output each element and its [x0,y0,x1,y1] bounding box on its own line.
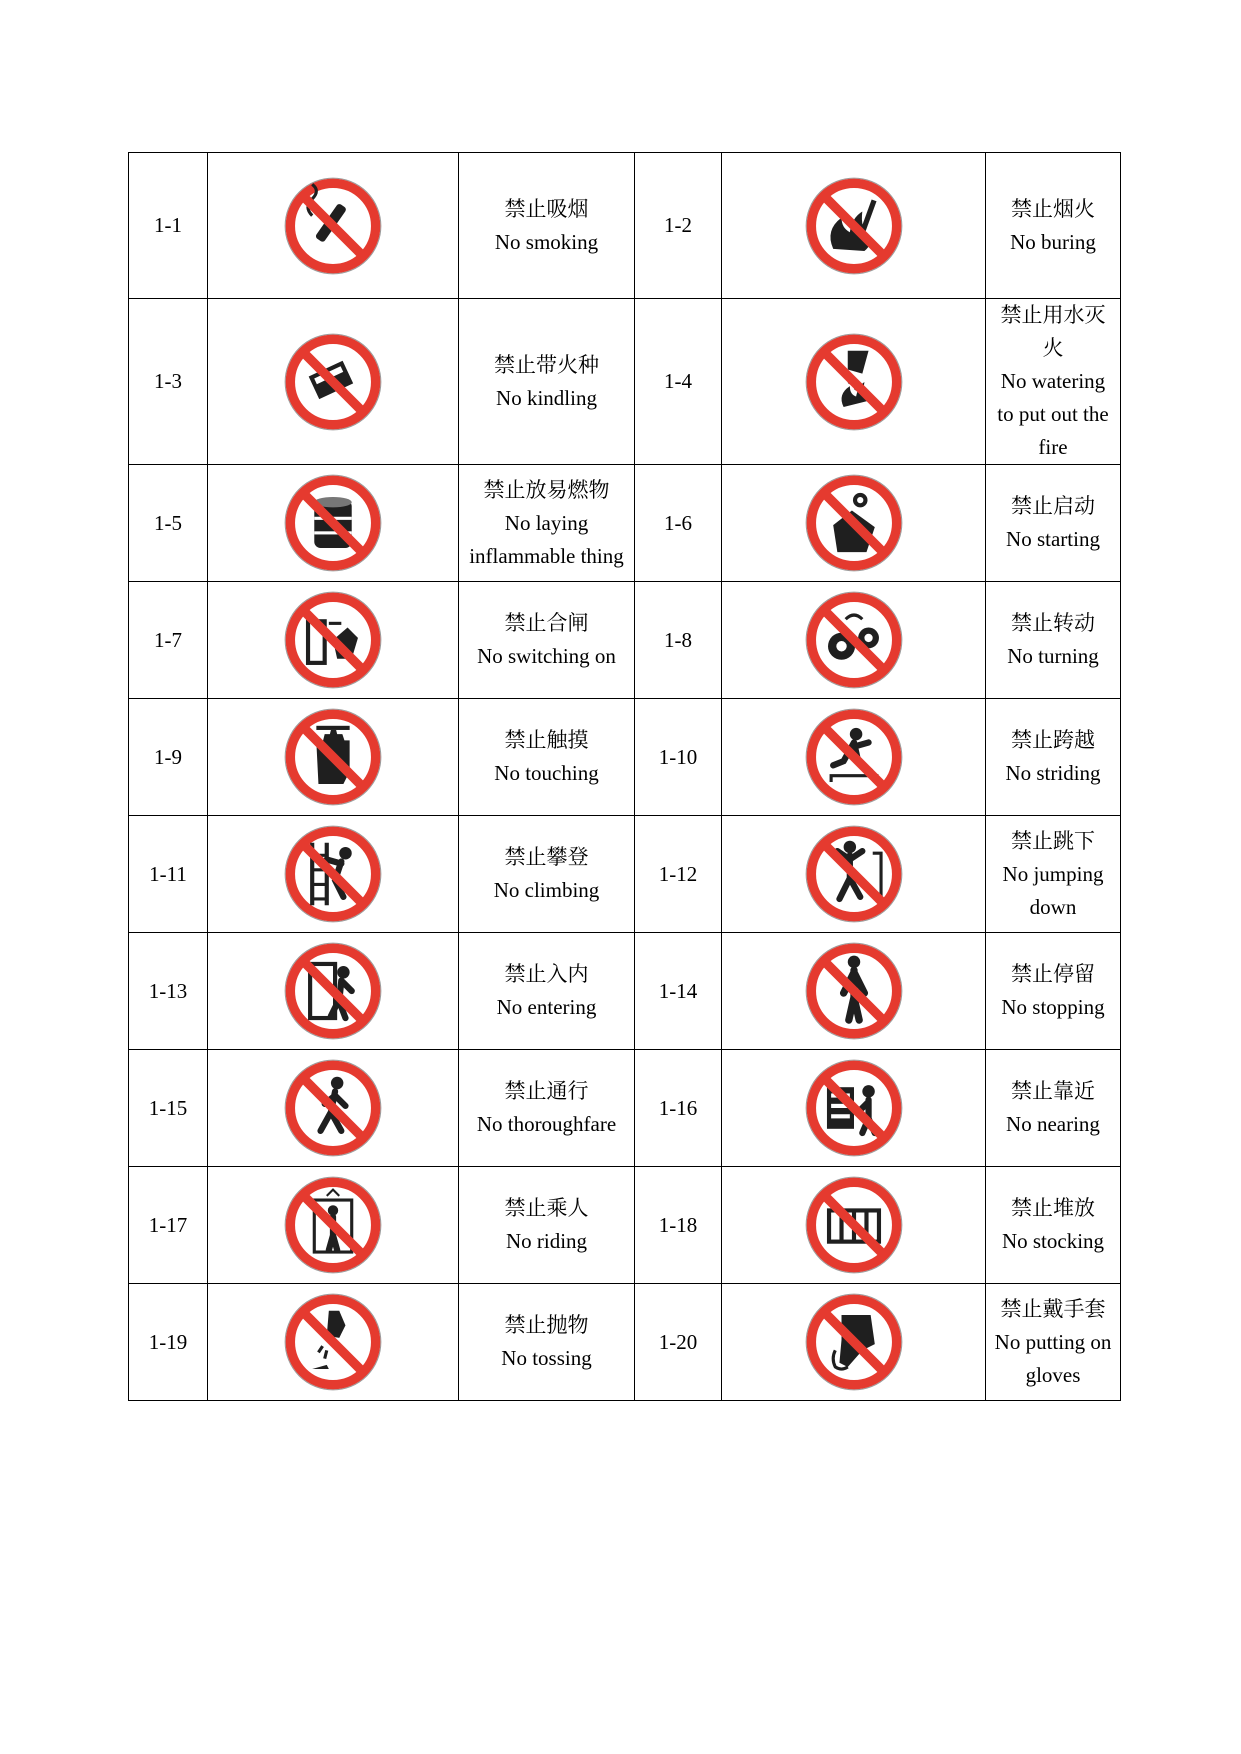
no-switching-icon [281,588,385,692]
sign-label [459,1050,635,1167]
sign-label-english: No watering to put out the fire [997,369,1109,459]
sign-label-chinese: 禁止带火种 [494,352,599,377]
sign-image-cell [722,816,986,933]
sign-label-chinese: 禁止烟火 [1011,196,1095,221]
sign-label-english: No striding [1005,761,1101,785]
sign-image-cell [208,1284,459,1401]
sign-label [459,153,635,299]
sign-label-chinese: 禁止吸烟 [504,196,589,221]
sign-image-cell [722,1050,986,1167]
no-striding-icon [802,705,906,809]
no-stopping-icon [802,939,906,1043]
sign-label [459,1284,635,1401]
sign-label-english: No climbing [493,878,600,902]
sign-label [459,1167,635,1284]
sign-number: 1-16 [635,1050,722,1167]
sign-image-cell [722,699,986,816]
sign-label [459,465,635,582]
table-row [129,933,1121,1050]
no-jumping-icon [802,822,906,926]
sign-label-english: No switching on [477,644,616,668]
no-entering-icon [281,939,385,1043]
sign-number: 1-2 [635,153,722,299]
sign-label-chinese: 禁止靠近 [1011,1079,1095,1103]
sign-number: 1-3 [129,299,208,465]
sign-image-cell [208,465,459,582]
sign-image-cell [208,153,459,299]
sign-label-english: No stopping [1001,995,1105,1019]
sign-image-cell [722,1167,986,1284]
sign-image-cell [208,1050,459,1167]
sign-label-chinese: 禁止停留 [1011,962,1095,986]
sign-number: 1-11 [129,816,208,933]
sign-label [459,299,635,465]
no-riding-icon [281,1173,385,1277]
sign-label [986,699,1121,816]
table-row [129,299,1121,465]
sign-number: 1-20 [635,1284,722,1401]
no-touching-icon [281,705,385,809]
sign-image-cell [208,816,459,933]
table-row [129,699,1121,816]
sign-number: 1-18 [635,1167,722,1284]
sign-label-chinese: 禁止跳下 [1011,828,1095,853]
sign-image-cell [208,582,459,699]
sign-label-english: No stocking [1001,1229,1105,1253]
sign-number: 1-10 [635,699,722,816]
sign-label-chinese: 禁止堆放 [1011,1196,1095,1220]
no-starting-icon [802,471,906,575]
sign-image-cell [722,299,986,465]
no-gloves-icon [802,1290,906,1394]
sign-image-cell [722,582,986,699]
sign-image-cell [208,933,459,1050]
sign-number: 1-17 [129,1167,208,1284]
no-stocking-icon [802,1173,906,1277]
sign-number: 1-1 [129,153,208,299]
sign-number: 1-6 [635,465,722,582]
sign-image-cell [208,1167,459,1284]
sign-label [986,153,1121,299]
no-watering-icon [802,330,906,434]
table-row [129,465,1121,582]
no-smoking-icon [281,174,385,278]
sign-label-chinese: 禁止入内 [504,962,589,986]
sign-label [986,816,1121,933]
sign-label-chinese: 禁止启动 [1011,494,1095,518]
sign-image-cell [722,1284,986,1401]
sign-label [459,816,635,933]
sign-number: 1-4 [635,299,722,465]
sign-label-english: No putting on gloves [994,1329,1112,1387]
table-row [129,1284,1121,1401]
sign-label-chinese: 禁止触摸 [504,728,589,752]
sign-label-chinese: 禁止合闸 [504,611,589,635]
no-kindling-icon [281,330,385,434]
sign-label-chinese: 禁止戴手套 [1000,1296,1106,1321]
sign-label [459,699,635,816]
no-nearing-icon [802,1056,906,1160]
sign-label-chinese: 禁止抛物 [504,1313,589,1337]
sign-label-english: No kindling [496,385,597,410]
prohibition-signs-table [128,152,1121,1401]
sign-number: 1-12 [635,816,722,933]
sign-image-cell [208,299,459,465]
sign-label [986,1050,1121,1167]
sign-number: 1-8 [635,582,722,699]
sign-number: 1-5 [129,465,208,582]
table-row [129,153,1121,299]
table-row [129,1167,1121,1284]
sign-label [986,933,1121,1050]
sign-image-cell [722,153,986,299]
no-turning-icon [802,588,906,692]
sign-label-english: No smoking [494,229,599,254]
sign-label-chinese: 禁止乘人 [504,1196,589,1220]
sign-label-chinese: 禁止攀登 [504,845,589,869]
sign-label [986,465,1121,582]
sign-label-english: No nearing [1006,1112,1100,1136]
sign-image-cell [208,699,459,816]
table-row [129,816,1121,933]
sign-label-english: No laying inflammable thing [469,510,624,568]
sign-label-english: No buring [1010,229,1096,254]
sign-label [986,299,1121,465]
sign-label-chinese: 禁止转动 [1011,611,1095,635]
sign-image-cell [722,933,986,1050]
table-body [129,153,1121,1401]
sign-number: 1-14 [635,933,722,1050]
sign-number: 1-19 [129,1284,208,1401]
sign-image-cell [722,465,986,582]
sign-label-english: No tossing [501,1346,592,1370]
table-row [129,1050,1121,1167]
sign-label-english: No turning [1007,644,1099,668]
sign-label-chinese: 禁止通行 [504,1079,589,1103]
sign-label-english: No jumping down [1002,861,1104,919]
sign-number: 1-7 [129,582,208,699]
sign-label-chinese: 禁止用水灭火 [1000,303,1106,360]
sign-label [986,582,1121,699]
sign-label-english: No starting [1006,527,1100,551]
sign-label-english: No riding [505,1229,588,1253]
no-climbing-icon [281,822,385,926]
no-burning-icon [802,174,906,278]
no-thoroughfare-icon [281,1056,385,1160]
sign-label-english: No touching [494,761,599,785]
sign-label [459,933,635,1050]
table-row [129,582,1121,699]
sign-number: 1-13 [129,933,208,1050]
sign-label-english: No entering [496,995,597,1019]
no-flammables-icon [281,471,385,575]
sign-number: 1-15 [129,1050,208,1167]
sign-label-chinese: 禁止放易燃物 [483,477,610,502]
sign-label [986,1167,1121,1284]
no-tossing-icon [281,1290,385,1394]
sign-number: 1-9 [129,699,208,816]
sign-label [986,1284,1121,1401]
sign-label [459,582,635,699]
sign-label-english: No thoroughfare [476,1112,617,1136]
sign-label-chinese: 禁止跨越 [1011,728,1095,752]
